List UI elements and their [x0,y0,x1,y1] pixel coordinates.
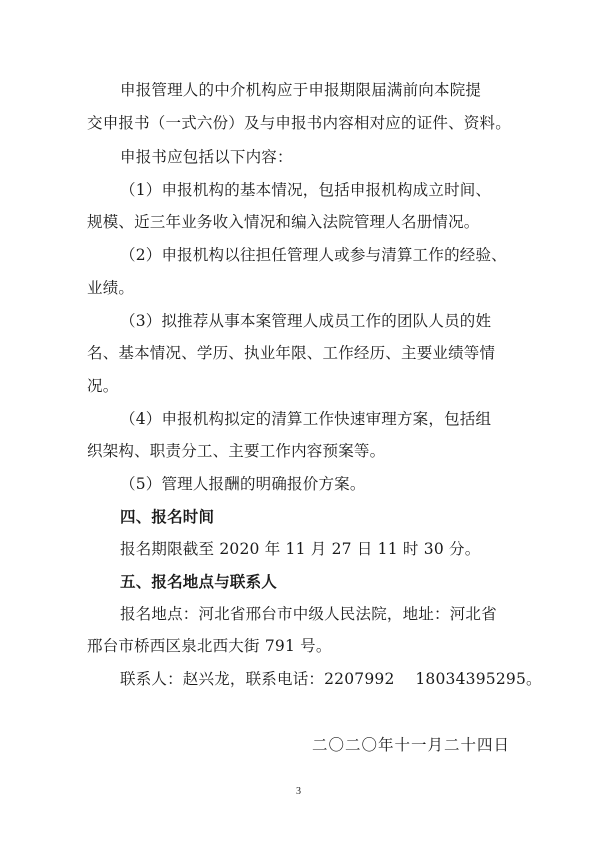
section-heading: 五、报名地点与联系人 [120,573,278,591]
paragraph-line: 邢台市桥西区泉北西大街 791 号。 [87,637,332,655]
list-item-line: 名、基本情况、学历、执业年限、工作经历、主要业绩等情 [87,344,496,362]
list-item-line: （1）申报机构的基本情况，包括申报机构成立时间、 [120,181,492,199]
list-item-line: 织架构、职责分工、主要工作内容预案等。 [87,442,386,460]
paragraph-line: 申报书应包括以下内容： [120,148,293,166]
contact-line: 联系人：赵兴龙，联系电话：2207992 18034395295。 [120,670,542,688]
paragraph-line: 交申报书（一式六份）及与申报书内容相对应的证件、资料。 [87,114,511,132]
list-item-line: 况。 [87,377,119,395]
list-item-line: （3）拟推荐从事本案管理人成员工作的团队人员的姓 [120,312,492,330]
list-item-line: 规模、近三年业务收入情况和编入法院管理人名册情况。 [87,213,480,231]
section-heading: 四、报名时间 [120,508,215,526]
paragraph-line: 申报管理人的中介机构应于申报期限届满前向本院提 [120,81,482,99]
list-item-line: （2）申报机构以往担任管理人或参与清算工作的经验、 [120,246,507,264]
list-item-line: （4）申报机构拟定的清算工作快速审理方案，包括组 [120,410,492,428]
list-item-line: 业绩。 [87,279,135,297]
page-number: 3 [296,786,301,797]
paragraph-line: 报名地点：河北省邢台市中级人民法院，地址：河北省 [120,605,497,623]
document-date: 二〇二〇年十一月二十四日 [312,736,511,754]
list-item-line: （5）管理人报酬的明确报价方案。 [120,475,366,493]
paragraph-line: 报名期限截至 2020 年 11 月 27 日 11 时 30 分。 [120,540,481,558]
